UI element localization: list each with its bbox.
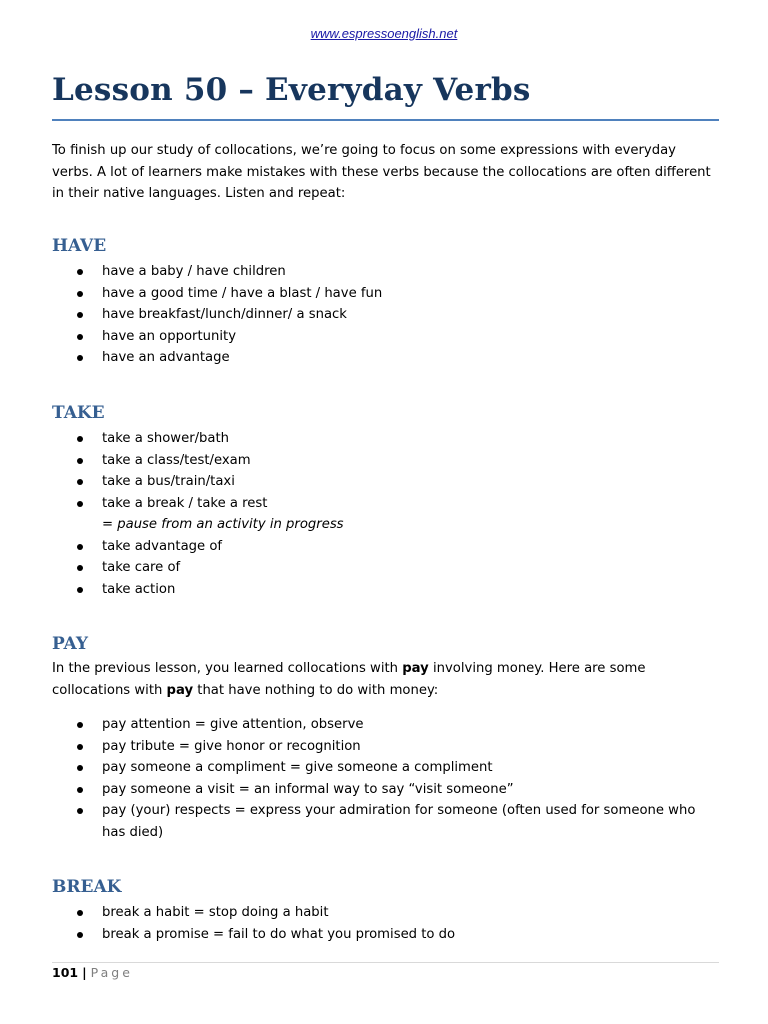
list-item: pay attention = give attention, observe: [52, 714, 720, 736]
list-item: have an advantage: [52, 347, 720, 369]
bullet-icon: [77, 291, 83, 297]
list-item: pay (your) respects = express your admiration for someone (often used for someone who has died): [52, 800, 720, 843]
section-heading-pay: PAY: [52, 634, 89, 654]
bullet-icon: [77, 269, 83, 275]
bullet-icon: [77, 587, 83, 593]
intro-paragraph: To finish up our study of collocations, we’re going to focus on some expressions with everyday verbs. A lot of learners make mistakes with these verbs because the collocations are often different in their native languages. Listen and repeat:: [52, 143, 711, 201]
list-item: take action: [52, 579, 720, 601]
definition-note: = pause from an activity in progress: [102, 517, 344, 532]
bullet-icon: [77, 765, 83, 771]
bullet-icon: [77, 544, 83, 550]
break-list: [52, 902, 720, 945]
bullet-icon: [77, 501, 83, 507]
list-item: take a bus/train/taxi: [52, 471, 720, 493]
bullet-icon: [77, 787, 83, 793]
bullet-icon: [77, 334, 83, 340]
list-item: have a good time / have a blast / have fun: [52, 283, 720, 305]
list-item: take a class/test/exam: [52, 450, 720, 472]
footer-divider: [52, 962, 719, 963]
list-item: pay tribute = give honor or recognition: [52, 736, 720, 758]
bullet-icon: [77, 565, 83, 571]
bullet-icon: [77, 479, 83, 485]
list-item: pay someone a visit = an informal way to say “visit someone”: [52, 779, 720, 801]
page-number: 101: [52, 965, 79, 980]
bullet-icon: [77, 312, 83, 318]
bullet-icon: [77, 808, 83, 814]
section-heading-take: TAKE: [52, 403, 105, 423]
bullet-icon: [77, 744, 83, 750]
page-title: Lesson 50 – Everyday Verbs: [52, 72, 531, 108]
list-item: take advantage of: [52, 536, 720, 558]
list-item: have a baby / have children: [52, 261, 720, 283]
bullet-icon: [77, 910, 83, 916]
list-item: take a shower/bath: [52, 428, 720, 450]
section-heading-break: BREAK: [52, 877, 122, 897]
have-list: [52, 261, 720, 369]
title-divider: [52, 119, 719, 121]
bullet-icon: [77, 932, 83, 938]
list-item: pay someone a compliment = give someone a compliment: [52, 757, 720, 779]
bullet-icon: [77, 355, 83, 361]
take-list: [52, 428, 720, 600]
bullet-icon: [77, 722, 83, 728]
section-heading-have: HAVE: [52, 236, 107, 256]
list-item: break a promise = fail to do what you promised to do: [52, 924, 720, 946]
list-item: take a break / take a rest = pause from an activity in progress: [52, 493, 720, 536]
footer-separator: |: [82, 965, 87, 980]
list-item: have breakfast/lunch/dinner/ a snack: [52, 304, 720, 326]
bullet-icon: [77, 458, 83, 464]
website-link[interactable]: www.espressoenglish.net: [310, 26, 458, 41]
bullet-icon: [77, 436, 83, 442]
list-item: have an opportunity: [52, 326, 720, 348]
page-footer: [52, 965, 133, 980]
page-label: Page: [90, 965, 133, 980]
list-item: take care of: [52, 557, 720, 579]
pay-intro-paragraph: In the previous lesson, you learned collocations with pay involving money. Here are some collocations with pay that have nothing to do with money:: [52, 661, 646, 698]
pay-list: [52, 714, 720, 843]
list-item: break a habit = stop doing a habit: [52, 902, 720, 924]
